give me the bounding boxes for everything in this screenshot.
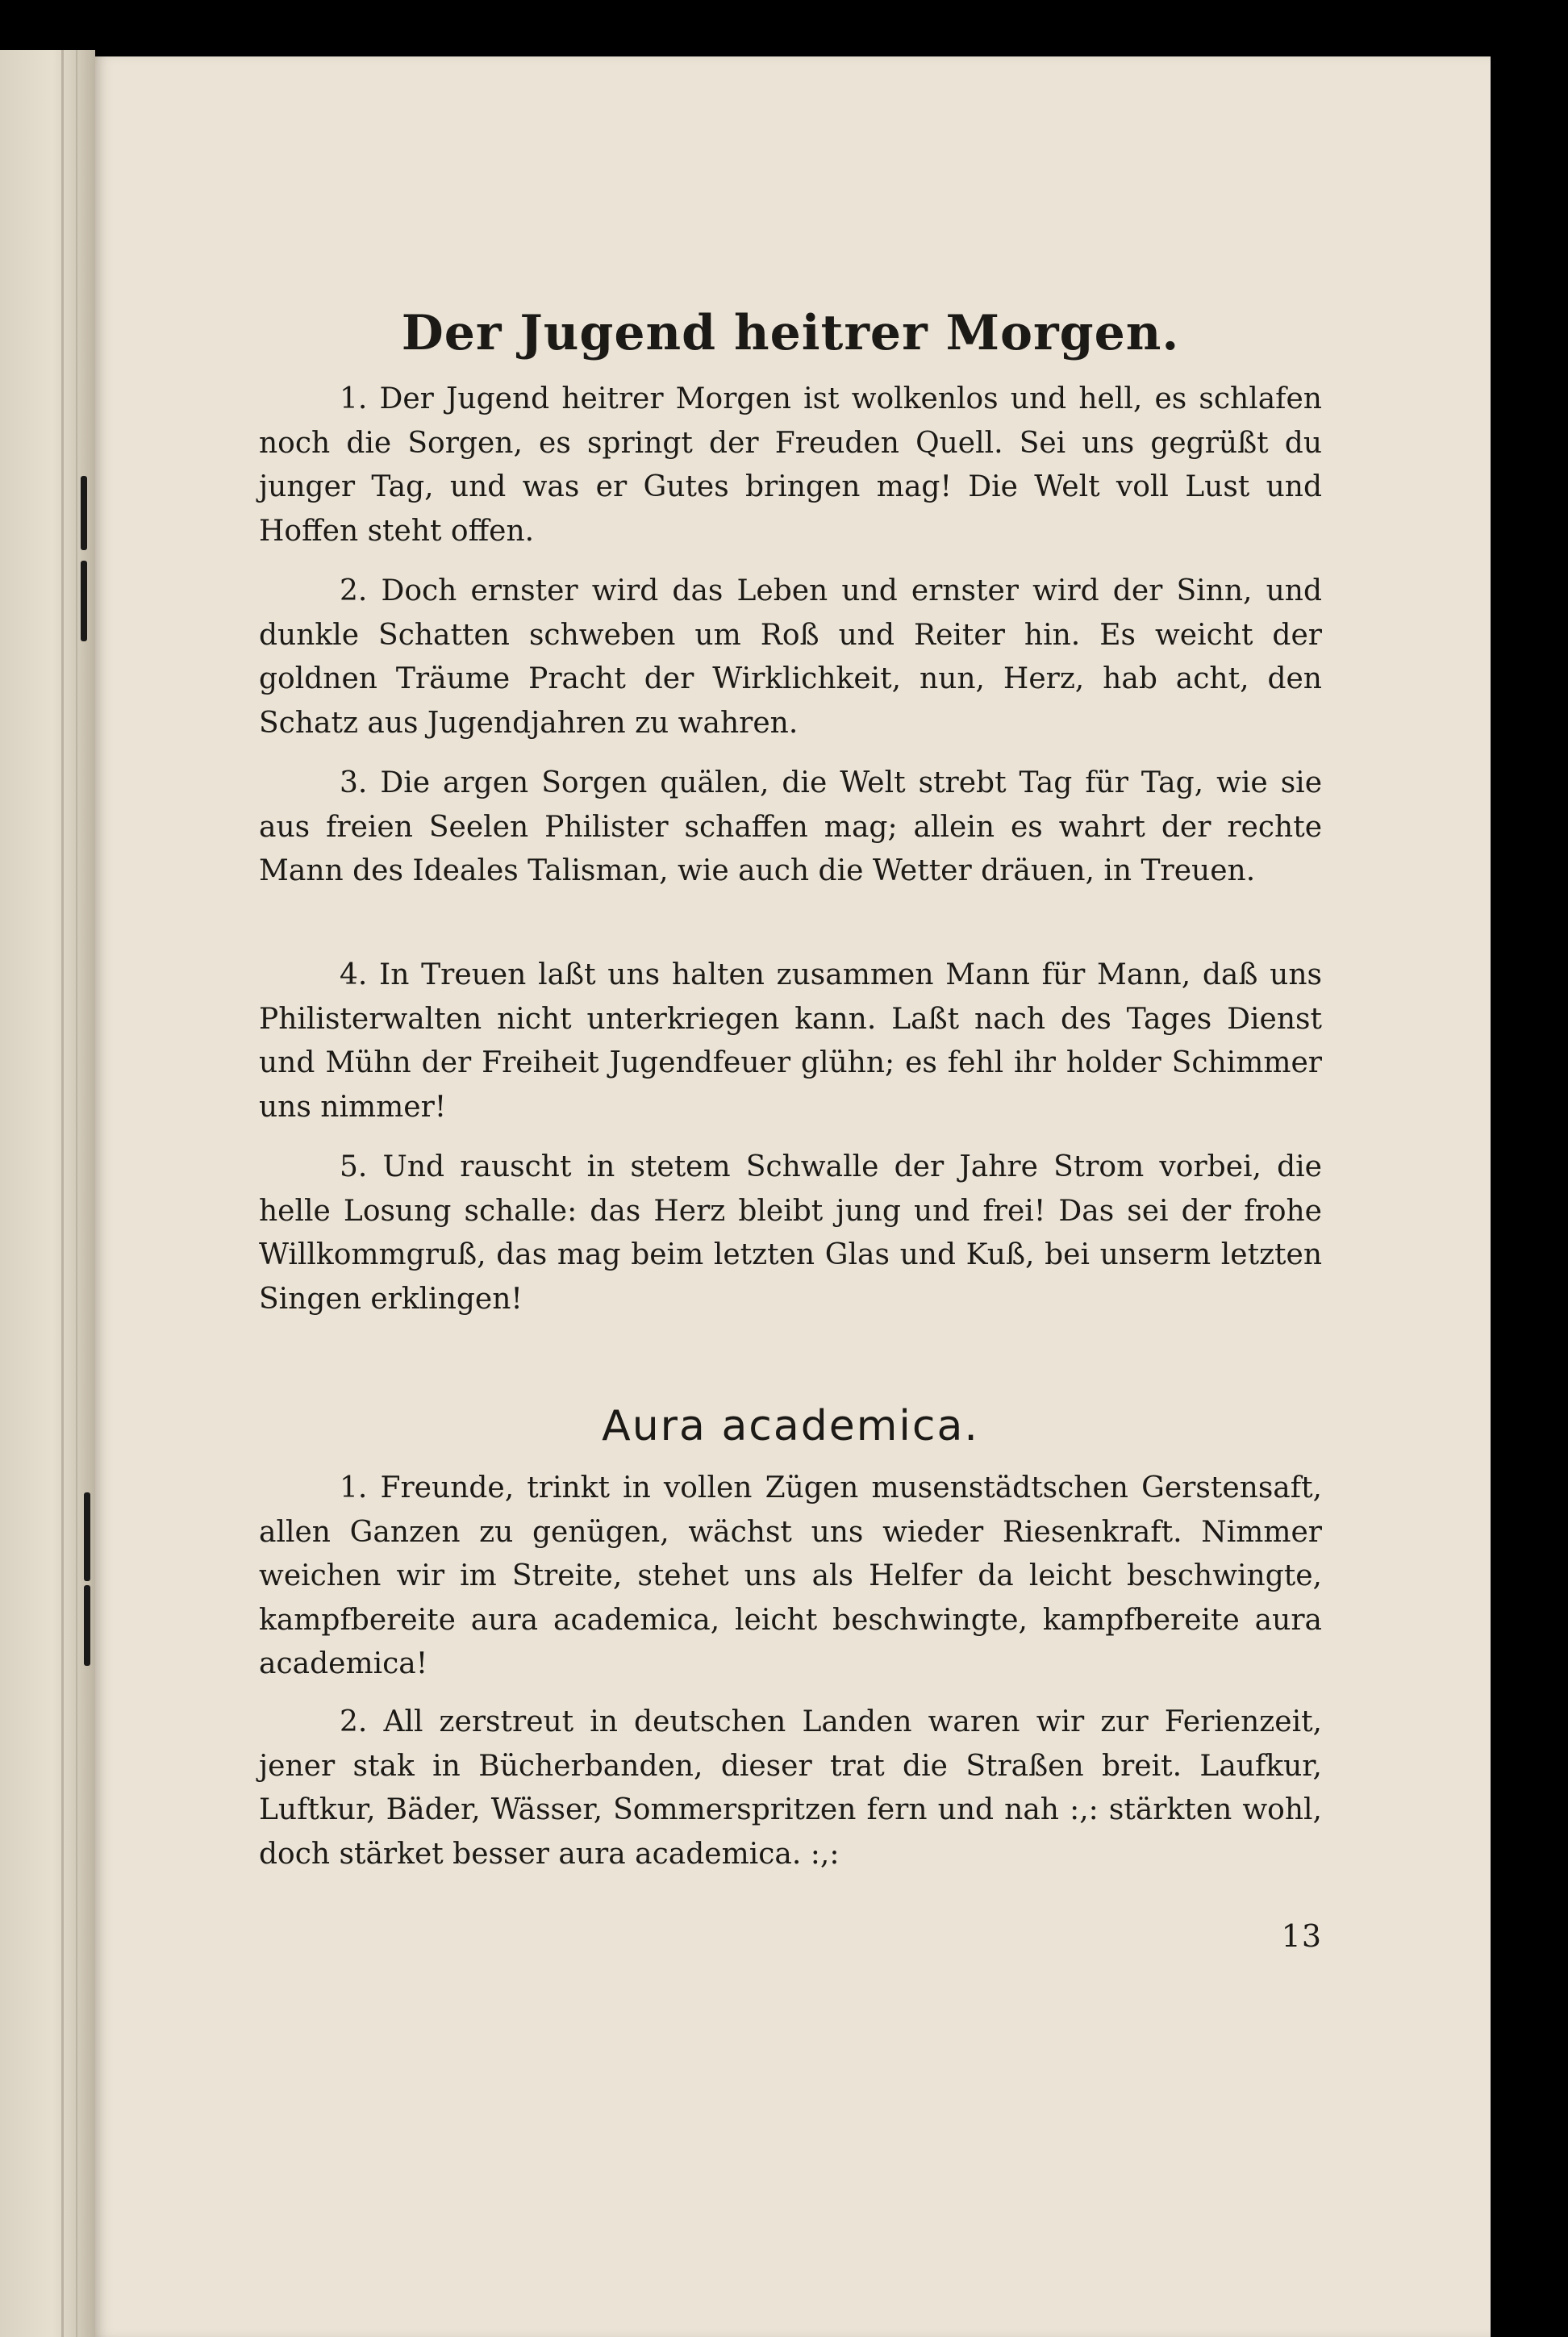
binding-clip-mark [84, 1585, 90, 1666]
binding-clip-mark [81, 476, 87, 550]
page-edge-line [61, 50, 64, 2337]
stanza: 2. All zerstreut in deutschen Landen waren wir zur Ferienzeit, jener stak in Bücherbanden, dieser trat die Straßen breit. Laufkur, Luftkur, Bäder, Wässer, Sommerspritzen fern und nah :,: stärkten wohl, doch stärket besser aura academica. :,: [259, 1705, 1322, 1871]
stanza: 1. Der Jugend heitrer Morgen ist wolkenlos und hell, es schlafen noch die Sorgen, es springt der Freuden Quell. Sei uns gegrüßt du junger Tag, und was er Gutes bringen mag! Die Welt voll Lust und Hoffen steht offen. [259, 382, 1322, 548]
stanza: 2. Doch ernster wird das Leben und ernster wird der Sinn, und dunkle Schatten schweben um Roß und Reiter hin. Es weicht der goldnen Träume Pracht der Wirklichkeit, nun, Herz, hab acht, den Schatz aus Jugendjahren zu wahren. [259, 574, 1322, 740]
page-edge-line [76, 50, 77, 2337]
song-title: Aura academica. [602, 1402, 979, 1451]
binding-clip-mark [84, 1492, 90, 1581]
binding-clip-mark [81, 561, 87, 641]
page-text-block [259, 56, 1322, 2337]
stanza: 1. Freunde, trinkt in vollen Zügen musenstädtschen Gerstensaft, allen Ganzen zu genügen, wächst uns wieder Riesenkraft. Nimmer weichen wir im Streite, stehet uns als Helfer da leicht beschwingte, kampfbereite aura academica, leicht beschwingte, kampfbereite aura academica! [259, 1471, 1322, 1680]
stanza: 3. Die argen Sorgen quälen, die Welt strebt Tag für Tag, wie sie aus freien Seelen Philister schaffen mag; allein es wahrt der rechte Mann des Ideales Talisman, wie auch die Wetter dräuen, in Treuen. [259, 766, 1322, 887]
stanza: 4. In Treuen laßt uns halten zusammen Mann für Mann, daß uns Philisterwalten nicht unterkriegen kann. Laßt nach des Tages Dienst und Mühn der Freiheit Jugendfeuer glühn; es fehl ihr holder Schimmer uns nimmer! [259, 958, 1322, 1124]
stanza: 5. Und rauscht in stetem Schwalle der Jahre Strom vorbei, die helle Losung schalle: das Herz bleibt jung und frei! Das sei der frohe Willkommgruß, das mag beim letzten Glas und Kuß, bei unserm letzten Singen erklingen! [259, 1150, 1322, 1316]
left-page-edge [0, 50, 95, 2337]
page-number: 13 [1281, 1918, 1322, 1954]
song-title: Der Jugend heitrer Morgen. [401, 305, 1180, 362]
book-page [95, 56, 1491, 2337]
